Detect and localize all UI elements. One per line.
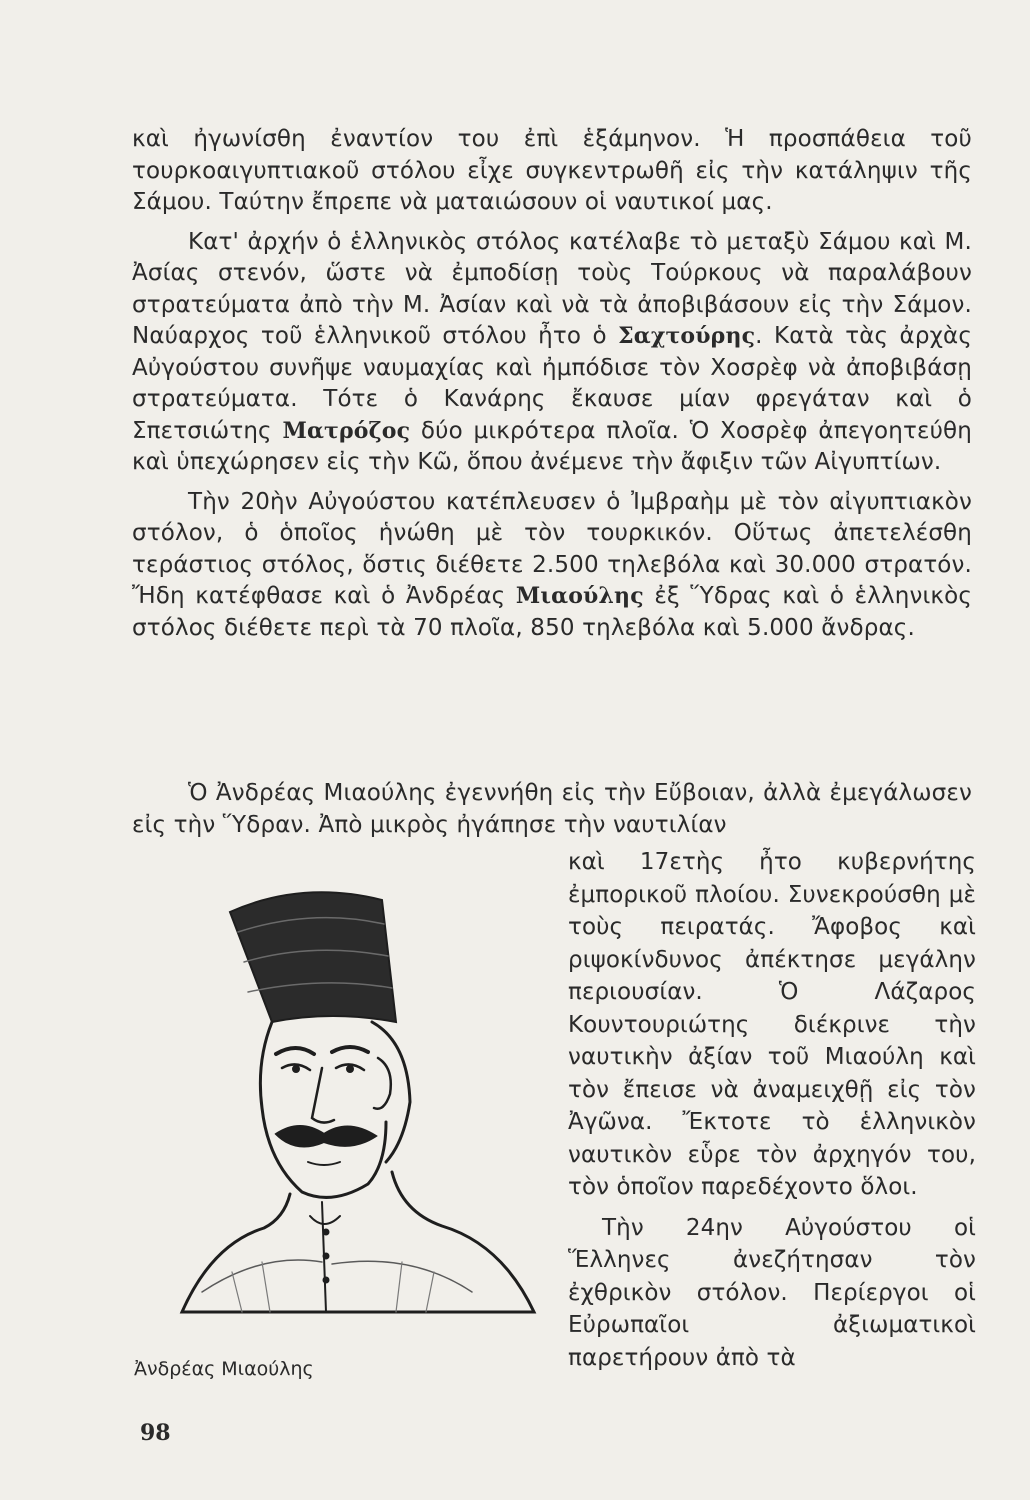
name-matrozos: Ματρόζος	[282, 417, 411, 444]
text-block-top	[132, 124, 972, 644]
name-sachtouris: Σαχτούρης	[618, 323, 756, 349]
portrait-caption: Ἀνδρέας Μιαούλης	[134, 1358, 314, 1380]
name-miaoulis: Μιαούλης	[515, 583, 644, 609]
paragraph-4-continued: καὶ 17ετὴς ἦτο κυβερνήτης ἐμπορικοῦ πλοίου. Συνεκρούσθη μὲ τοὺς πειρατάς. Ἄφοβος καὶ ριψοκίνδυνος ἀπέκτησε μεγάλην περιουσίαν. Ὁ Λάζαρος Κουντουριώτης διέκρινε τὴν ναυτικὴν ἀξίαν τοῦ Μιαούλη καὶ τὸν ἔπεισε νὰ ἀναμειχθῇ εἰς τὸν Ἀγῶνα. Ἔκτοτε τὸ ἑλληνικὸν ναυτικὸν εὗρε τὸν ἀρχηγόν του, τὸν ὁποῖον παρεδέχοντο ὅλοι.	[568, 849, 976, 1200]
paragraph-1: καὶ ἠγωνίσθη ἐναντίον του ἐπὶ ἑξάμηνον. Ἡ προσπάθεια τοῦ τουρκοαιγυπτιακοῦ στόλου εἶχε συγκεντρωθῆ εἰς τὴν κατάληψιν τῆς Σάμου. Ταύτην ἔπρεπε νὰ ματαιώσουν οἱ ναυτικοί μας.	[132, 126, 972, 215]
page-number: 98	[140, 1420, 171, 1446]
paragraph-5: Τὴν 24ην Αὐγούστου οἱ Ἕλληνες ἀνεζήτησαν τὸν ἐχθρικὸν στόλον. Περίεργοι οἱ Εὐρωπαῖοι ἀξιωματικοὶ παρετήρουν ἀπὸ τὰ	[568, 1214, 976, 1371]
paragraph-3: Τὴν 20ὴν Αὐγούστου κατέπλευσεν ὁ Ἰμβραὴμ μὲ τὸν αἰγυπτιακὸν στόλον, ὁ ὁποῖος ἡνώθη μὲ τὸν τουρκικόν. Οὕτως ἀπετελέσθη τεράστιος στόλος, ὅστις διέθετε 2.500 τηλεβόλα καὶ 30.000 στρατόν. Ἤδη κατέφθασε καὶ ὁ Ἀνδρέας Μιαούλης ἐξ Ὕδρας καὶ ὁ ἑλληνικὸς στόλος διέθετε περὶ τὰ 70 πλοῖα, 850 τηλεβόλα καὶ 5.000 ἄνδρας.	[132, 488, 972, 641]
paragraph-4-start: Ὁ Ἀνδρέας Μιαούλης ἐγεννήθη εἰς τὴν Εὔβοιαν, ἀλλὰ ἐμεγάλωσεν εἰς τὴν Ὕδραν. Ἀπὸ μικρὸς ἠγάπησε τὴν ναυτιλίαν	[132, 780, 972, 838]
text-block-middle	[132, 778, 972, 841]
paragraph-2: Κατ' ἀρχήν ὁ ἑλληνικὸς στόλος κατέλαβε τὸ μεταξὺ Σάμου καὶ Μ. Ἀσίας στενόν, ὥστε νὰ ἐμποδίσῃ τοὺς Τούρκους νὰ παραλάβουν στρατεύματα ἀπὸ τὴν Μ. Ἀσίαν καὶ νὰ τὰ ἀποβιβάσουν εἰς τὴν Σάμον. Ναύαρχος τοῦ ἑλληνικοῦ στόλου ἦτο ὁ Σαχτούρης. Κατὰ τὰς ἀρχὰς Αὐγούστου συνῆψε ναυμαχίας καὶ ἠμπόδισε τὸν Χοσρὲφ νὰ ἀποβιβάσῃ στρατεύματα. Τότε ὁ Κανάρης ἔκαυσε μίαν φρεγάταν καὶ ὁ Σπετσιώτης Ματρόζος δύο μικρότερα πλοῖα. Ὁ Χοσρὲφ ἀπεγοητεύθη καὶ ὑπεχώρησεν εἰς τὴν Κῶ, ὅπου ἀνέμενε τὴν ἄφιξιν τῶν Αἰγυπτίων.	[132, 228, 972, 475]
text-column-right	[568, 846, 976, 1374]
portrait-engraving	[172, 872, 544, 1338]
